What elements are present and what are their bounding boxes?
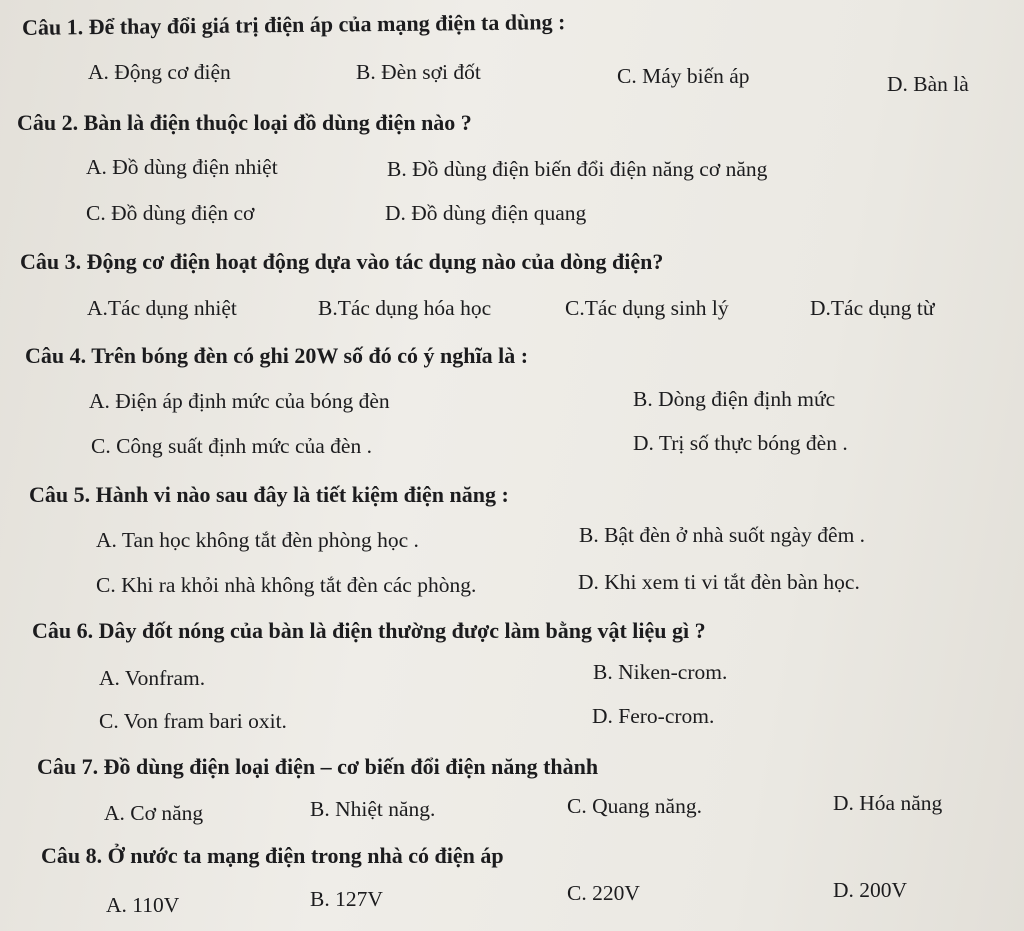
question-6-text: Câu 6. Dây đốt nóng của bàn là điện thường được làm bằng vật liệu gì ? — [32, 618, 706, 643]
question-6-option-d: D. Fero-crom. — [592, 704, 715, 728]
question-5-option-d: D. Khi xem ti vi tắt đèn bàn học. — [578, 570, 860, 594]
question-1-option-a: A. Động cơ điện — [88, 60, 231, 84]
question-3-option-d: D.Tác dụng từ — [810, 296, 935, 320]
question-4-text: Câu 4. Trên bóng đèn có ghi 20W số đó có ý nghĩa là : — [25, 343, 529, 368]
question-2-option-d: D. Đồ dùng điện quang — [385, 201, 587, 225]
question-8-option-a: A. 110V — [106, 893, 180, 917]
question-7-text: Câu 7. Đồ dùng điện loại điện – cơ biến đổi điện năng thành — [37, 754, 599, 779]
question-6-option-a: A. Vonfram. — [99, 666, 206, 690]
question-2-text: Câu 2. Bàn là điện thuộc loại đồ dùng điện nào ? — [17, 110, 472, 135]
question-2-option-a: A. Đồ dùng điện nhiệt — [86, 155, 278, 179]
question-2-option-b: B. Đồ dùng điện biến đổi điện năng cơ năng — [387, 157, 768, 181]
question-4-option-d: D. Trị số thực bóng đèn . — [633, 431, 848, 455]
question-8-text: Câu 8. Ở nước ta mạng điện trong nhà có điện áp — [41, 843, 504, 868]
question-1-text: Câu 1. Để thay đổi giá trị điện áp của mạng điện ta dùng : — [21, 9, 566, 40]
question-4-option-a: A. Điện áp định mức của bóng đèn — [89, 389, 390, 413]
question-7-option-c: C. Quang năng. — [567, 794, 702, 818]
question-6-option-b: B. Niken-crom. — [593, 660, 728, 684]
question-3-option-c: C.Tác dụng sinh lý — [565, 296, 729, 320]
question-3-option-b: B.Tác dụng hóa học — [318, 296, 492, 320]
question-4-option-b: B. Dòng điện định mức — [633, 387, 836, 411]
question-2-option-c: C. Đồ dùng điện cơ — [86, 201, 255, 225]
question-1-option-d: D. Bàn là — [887, 72, 969, 96]
question-5-option-a: A. Tan học không tắt đèn phòng học . — [96, 528, 419, 552]
question-3-text: Câu 3. Động cơ điện hoạt động dựa vào tác dụng nào của dòng điện? — [20, 249, 664, 274]
question-1-option-c: C. Máy biến áp — [617, 64, 750, 88]
question-5-text: Câu 5. Hành vi nào sau đây là tiết kiệm điện năng : — [29, 482, 509, 507]
question-8-option-c: C. 220V — [567, 881, 640, 905]
question-7-option-a: A. Cơ năng — [104, 801, 204, 825]
question-4-option-c: C. Công suất định mức của đèn . — [91, 434, 372, 458]
question-3-option-a: A.Tác dụng nhiệt — [87, 296, 237, 320]
question-7-option-d: D. Hóa năng — [833, 791, 943, 815]
question-8-option-d: D. 200V — [833, 878, 908, 902]
question-1-option-b: B. Đèn sợi đốt — [356, 60, 481, 84]
question-8-option-b: B. 127V — [310, 887, 383, 911]
question-6-option-c: C. Von fram bari oxit. — [99, 709, 287, 733]
question-5-option-c: C. Khi ra khỏi nhà không tắt đèn các phòng. — [96, 573, 477, 597]
question-5-option-b: B. Bật đèn ở nhà suốt ngày đêm . — [579, 523, 866, 547]
question-7-option-b: B. Nhiệt năng. — [310, 797, 436, 821]
